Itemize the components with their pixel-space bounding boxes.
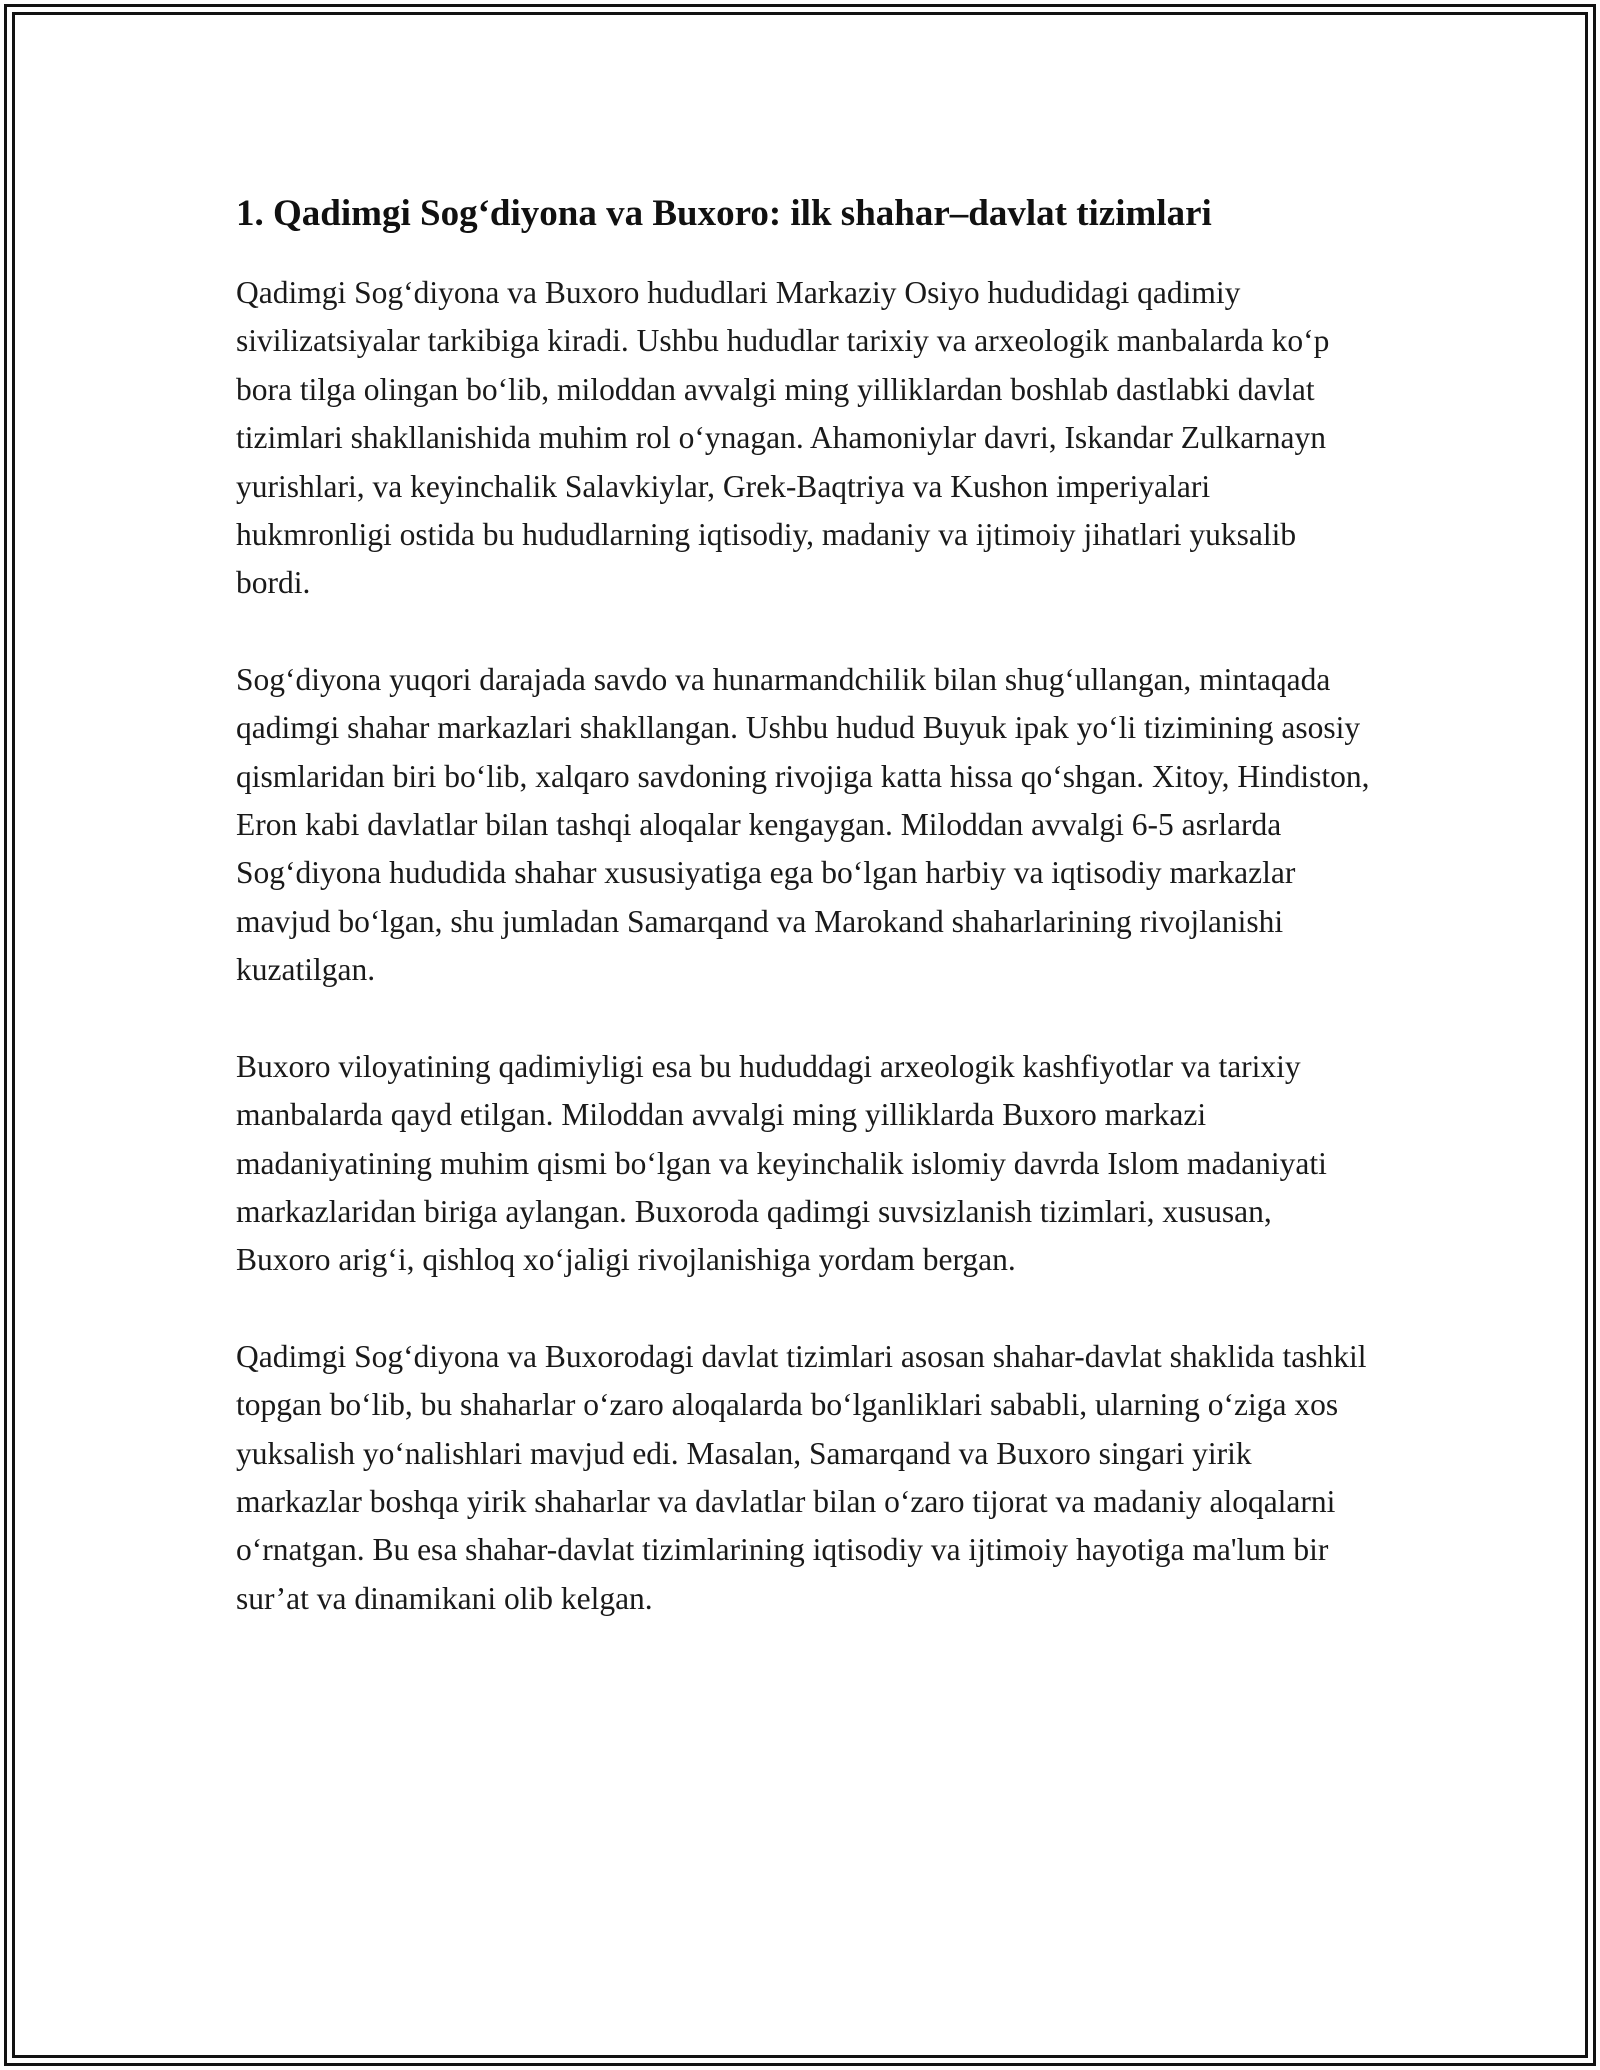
paragraph-4: Qadimgi Sog‘diyona va Buxorodagi davlat tizimlari asosan shahar-davlat shaklida tashkil topgan bo‘lib, bu shaharlar o‘zaro aloqalarda bo‘lganliklari sababli, ularning o‘ziga xos yuksalish yo‘nalishlari mavjud edi. Masalan, Samarqand va Buxoro singari yirik markazlar boshqa yirik shaharlar va davlatlar bilan o‘zaro tijorat va madaniy aloqalarni o‘rnatgan. Bu esa shahar-davlat tizimlarining iqtisodiy va ijtimoiy hayotiga ma'lum bir sur’at va dinamikani olib kelgan. (236, 1338, 1367, 1616)
paragraph-3: Buxoro viloyatining qadimiyligi esa bu hududdagi arxeologik kashfiyotlar va tarixiy manbalarda qayd etilgan. Miloddan avvalgi ming yilliklarda Buxoro markazi madaniyatining muhim qismi bo‘lgan va keyinchalik islomiy davrda Islom madaniyati markazlaridan biriga aylangan. Buxoroda qadimgi suvsizlanish tizimlari, xususan, Buxoro arig‘i, qishloq xo‘jaligi rivojlanishiga yordam bergan. (236, 1048, 1327, 1278)
document-body (236, 188, 1372, 1671)
paragraph-1: Qadimgi Sog‘diyona va Buxoro hududlari Markaziy Osiyo hududidagi qadimiy sivilizatsiyalar tarkibiga kiradi. Ushbu hududlar tarixiy va arxeologik manbalarda ko‘p bora tilga olingan bo‘lib, miloddan avvalgi ming yilliklardan boshlab dastlabki davlat tizimlari shakllanishida muhim rol o‘ynagan. Ahamoniylar davri, Iskandar Zulkarnayn yurishlari, va keyinchalik Salavkiylar, Grek-Baqtriya va Kushon imperiyalari hukmronligi ostida bu hududlarning iqtisodiy, madaniy va ijtimoiy jihatlari yuksalib bordi. (236, 275, 1330, 601)
section-heading: 1. Qadimgi Sog‘diyona va Buxoro: ilk shahar–davlat tizimlari (236, 193, 1212, 234)
paragraph-2: Sog‘diyona yuqori darajada savdo va hunarmandchilik bilan shug‘ullangan, mintaqada qadimgi shahar markazlari shakllangan. Ushbu hudud Buyuk ipak yo‘li tizimining asosiy qismlaridan biri bo‘lib, xalqaro savdoning rivojiga katta hissa qo‘shgan. Xitoy, Hindiston, Eron kabi davlatlar bilan tashqi aloqalar kengaygan. Miloddan avvalgi 6-5 asrlarda Sog‘diyona hududida shahar xususiyatiga ega bo‘lgan harbiy va iqtisodiy markazlar mavjud bo‘lgan, shu jumladan Samarqand va Marokand shaharlarining rivojlanishi kuzatilgan. (236, 661, 1370, 988)
